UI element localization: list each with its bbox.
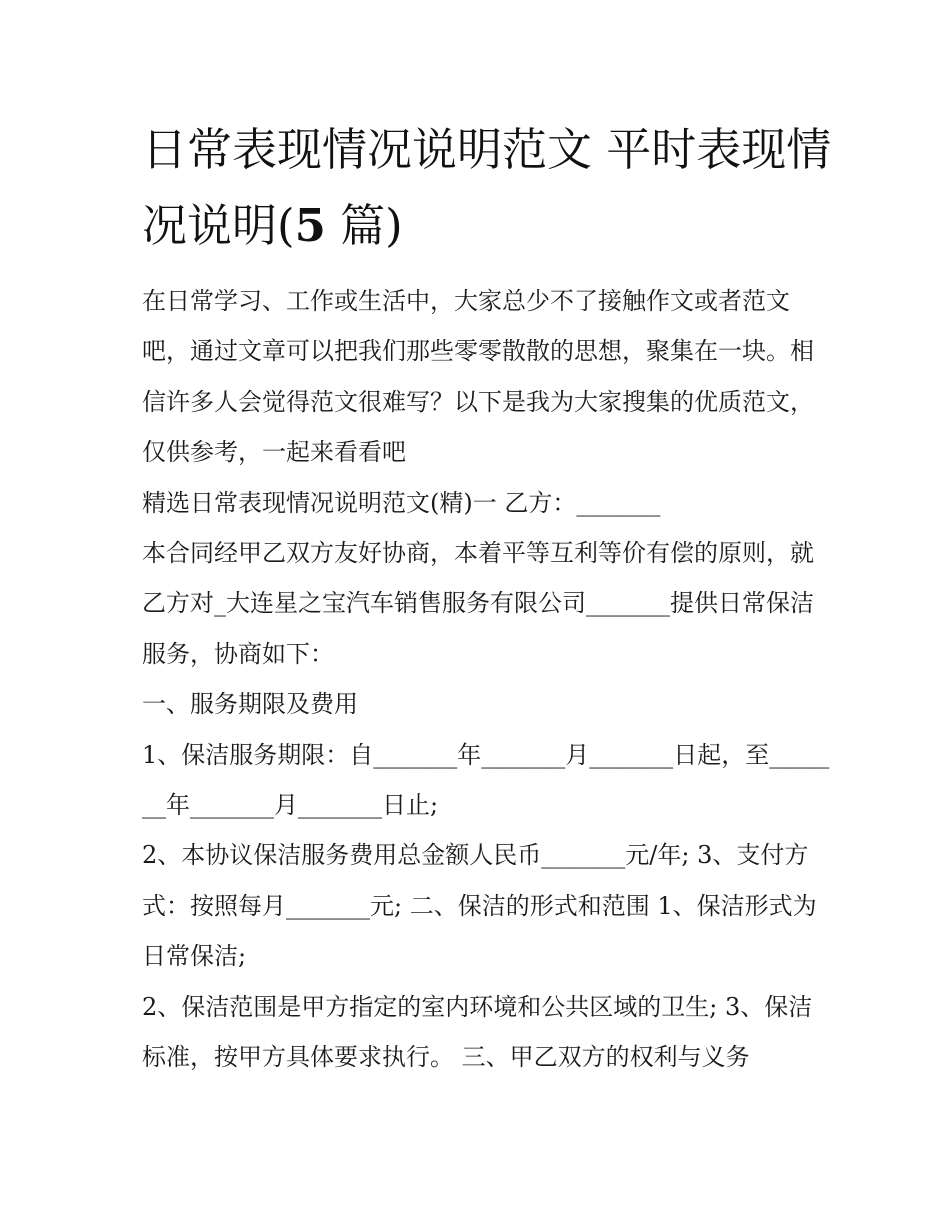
intro-paragraph: 在日常学习、工作或生活中，大家总少不了接触作文或者范文吧，通过文章可以把我们那些零零散散的思想，聚集在一块。相信许多人会觉得范文很难写？以下是我为大家搜集的优质范文，仅供参考，一起来看看吧 <box>142 287 814 467</box>
title-text-part2: 篇) <box>325 199 403 252</box>
document-body <box>142 276 832 1083</box>
document-title <box>142 112 832 264</box>
section-heading: 精选日常表现情况说明范文(精)一 乙方：_______ <box>142 488 661 517</box>
clause-service-fee: 2、本协议保洁服务费用总金额人民币_______元/年; 3、支付方式：按照每月_______元; 二、保洁的形式和范围 1、保洁形式为日常保洁; <box>142 841 817 971</box>
contract-intro-paragraph: 本合同经甲乙双方友好协商，本着平等互利等价有偿的原则，就乙方对_大连星之宝汽车销售服务有限公司_______提供日常保洁服务，协商如下： <box>142 539 814 668</box>
clause-service-period: 1、保洁服务期限：自_______年_______月_______日起，至_______年_______月_______日止; <box>142 740 830 820</box>
title-count: 5 <box>294 199 326 252</box>
clause-cleaning-scope: 2、保洁范围是甲方指定的室内环境和公共区域的卫生; 3、保洁标准，按甲方具体要求执行。 三、甲乙双方的权利与义务 <box>142 992 813 1072</box>
title-text-part1: 日常表现情况说明范文 平时表现情况说明( <box>142 123 832 252</box>
clause-heading-service-term: 一、服务期限及费用 <box>142 690 358 719</box>
